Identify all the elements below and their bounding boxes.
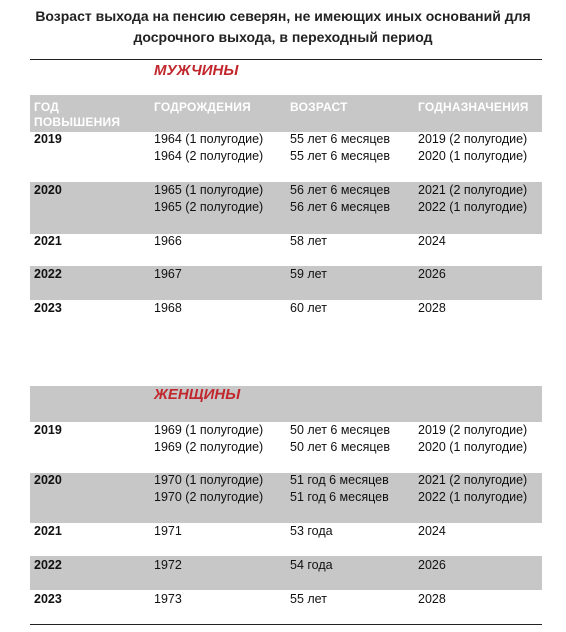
table-row-year: 2021: [34, 234, 62, 248]
age-cell: 56 лет 6 месяцев: [290, 200, 391, 214]
table-row-year: 2022: [34, 558, 62, 572]
birth-cell: 1965 (1 полугодие): [154, 183, 264, 197]
appoint-cell: 2024: [418, 524, 446, 538]
table-row-year: 2023: [34, 301, 62, 315]
appoint-cell: 2021 (2 полугодие): [418, 183, 528, 197]
header-year-raise: [34, 100, 120, 130]
men-section-label: МУЖЧИНЫ: [154, 62, 239, 79]
title-line-1: Возраст выхода на пенсию северян, не имеющих иных оснований для: [35, 8, 531, 24]
appoint-cell: 2026: [418, 558, 446, 572]
header-year-raise-line2: ПОВЫШЕНИЯ: [34, 115, 121, 129]
women-section-label: ЖЕНЩИНЫ: [154, 386, 241, 403]
birth-cell: 1965 (2 полугодие): [154, 200, 264, 214]
birth-cell: 1969 (2 полугодие): [154, 440, 264, 454]
table-row-year: 2020: [34, 473, 62, 487]
birth-cell: 1964 (2 полугодие): [154, 149, 264, 163]
header-appoint-year: ГОДНАЗНАЧЕНИЯ: [418, 100, 529, 114]
women-header-band: [30, 386, 542, 422]
table-row-year: 2020: [34, 183, 62, 197]
appoint-cell: 2024: [418, 234, 446, 248]
age-cell: 55 лет 6 месяцев: [290, 149, 391, 163]
birth-cell: 1971: [154, 524, 182, 538]
age-cell: 54 года: [290, 558, 333, 572]
appoint-cell: 2020 (1 полугодие): [418, 440, 528, 454]
age-cell: 51 год 6 месяцев: [290, 490, 389, 504]
table-row-year: 2019: [34, 423, 62, 437]
appoint-cell: 2021 (2 полугодие): [418, 473, 528, 487]
table-row-year: 2021: [34, 524, 62, 538]
appoint-cell: 2028: [418, 301, 446, 315]
page-title: [0, 6, 566, 48]
appoint-cell: 2019 (2 полугодие): [418, 132, 528, 146]
age-cell: 60 лет: [290, 301, 327, 315]
women-band-2022: [30, 556, 542, 590]
age-cell: 53 года: [290, 524, 333, 538]
table-row-year: 2019: [34, 132, 62, 146]
birth-cell: 1973: [154, 592, 182, 606]
age-cell: 55 лет: [290, 592, 327, 606]
age-cell: 50 лет 6 месяцев: [290, 423, 391, 437]
age-cell: 59 лет: [290, 267, 327, 281]
top-rule: [30, 59, 542, 60]
birth-cell: 1970 (2 полугодие): [154, 490, 264, 504]
birth-cell: 1972: [154, 558, 182, 572]
appoint-cell: 2026: [418, 267, 446, 281]
age-cell: 50 лет 6 месяцев: [290, 440, 391, 454]
age-cell: 58 лет: [290, 234, 327, 248]
header-year-raise-line1: ГОД: [34, 100, 59, 114]
age-cell: 56 лет 6 месяцев: [290, 183, 391, 197]
appoint-cell: 2020 (1 полугодие): [418, 149, 528, 163]
birth-cell: 1966: [154, 234, 182, 248]
birth-cell: 1969 (1 полугодие): [154, 423, 264, 437]
birth-cell: 1964 (1 полугодие): [154, 132, 264, 146]
appoint-cell: 2028: [418, 592, 446, 606]
title-line-2: досрочного выхода, в переходный период: [133, 29, 433, 45]
appoint-cell: 2019 (2 полугодие): [418, 423, 528, 437]
table-row-year: 2022: [34, 267, 62, 281]
birth-cell: 1968: [154, 301, 182, 315]
header-age: ВОЗРАСТ: [290, 100, 348, 114]
birth-cell: 1967: [154, 267, 182, 281]
table-row-year: 2023: [34, 592, 62, 606]
appoint-cell: 2022 (1 полугодие): [418, 200, 528, 214]
age-cell: 55 лет 6 месяцев: [290, 132, 391, 146]
age-cell: 51 год 6 месяцев: [290, 473, 389, 487]
bottom-rule: [30, 624, 542, 625]
men-band-2022: [30, 266, 542, 300]
header-birth-year: ГОДРОЖДЕНИЯ: [154, 100, 251, 114]
birth-cell: 1970 (1 полугодие): [154, 473, 264, 487]
appoint-cell: 2022 (1 полугодие): [418, 490, 528, 504]
